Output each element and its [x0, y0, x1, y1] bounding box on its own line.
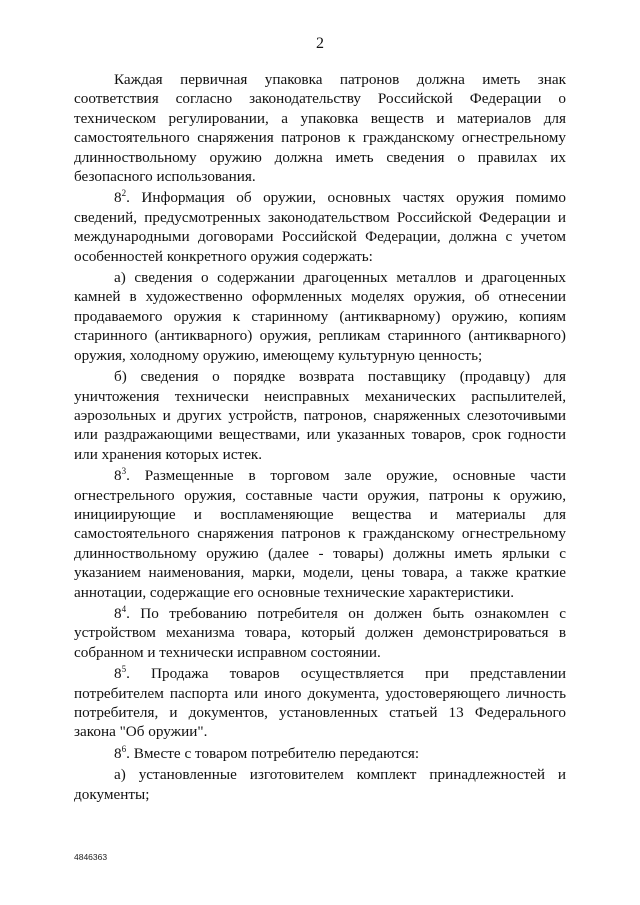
document-body	[74, 70, 566, 804]
paragraph-8-3	[74, 466, 566, 602]
paragraph-text: Каждая первичная упаковка патронов должна иметь знак соответствия согласно законодательству Российской Федерации о техническом регулировании, а упаковка веществ и материалов для самостоятельного снаряжения патронов к гражданскому огнестрельному длинноствольному оружию должна иметь сведения о правилах их безопасного использования.	[74, 71, 566, 186]
paragraph-text: . Информация об оружии, основных частях оружия помимо сведений, предусмотренных законодательством Российской Федерации и международными договорами Российской Федерации, должна с учетом особенностей конкретного оружия содержать:	[74, 189, 566, 265]
paragraph-text: . Размещенные в торговом зале оружие, основные части огнестрельного оружия, составные части оружия, патроны к оружию, инициирующие и воспламеняющие вещества и материалы для самостоятельного снаряжения патронов к гражданскому огнестрельному длинноствольному оружию (далее - товары) должны иметь ярлыки с указанием наименования, марки, модели, цены товара, а также краткие аннотации, содержащие его основные технические характеристики.	[74, 467, 566, 601]
paragraph-packaging	[74, 70, 566, 186]
paragraph-text: а) установленные изготовителем комплект принадлежностей и документы;	[74, 766, 566, 803]
clause-number: $8^2$	[114, 188, 127, 207]
paragraph-text: а) сведения о содержании драгоценных металлов и драгоценных камней в художественно оформленных моделях оружия, об отнесении продаваемого оружия к старинному (антикварному) оружию, копиям старинного (антикварного) оружия, репликам старинного (антикварного) оружия, холодному оружию, имеющему культурную ценность;	[74, 269, 566, 364]
paragraph-8-6	[74, 744, 566, 763]
paragraph-8-4	[74, 604, 566, 662]
paragraph-8-2	[74, 188, 566, 266]
clause-number: $8^6$	[114, 743, 127, 762]
paragraph-8-5	[74, 664, 566, 742]
clause-number: $8^5$	[114, 664, 127, 683]
paragraph-8-6-a	[74, 765, 566, 804]
document-id: 4846363	[74, 852, 108, 862]
clause-number: $8^4$	[114, 603, 127, 622]
page-number: 2	[316, 35, 324, 52]
clause-number: $8^3$	[114, 466, 127, 485]
paragraph-8-2-a	[74, 268, 566, 365]
paragraph-text: . Продажа товаров осуществляется при представлении потребителем паспорта или иного документа, удостоверяющего личность потребителя, и документов, установленных статьей 13 Федерального закона "Об оружии".	[74, 665, 566, 741]
paragraph-text: . По требованию потребителя он должен быть ознакомлен с устройством механизма товара, который должен демонстрироваться в собранном и технически исправном состоянии.	[74, 604, 566, 661]
paragraph-text: б) сведения о порядке возврата поставщику (продавцу) для уничтожения технически неисправных механических распылителей, аэрозольных и других устройств, патронов, снаряженных слезоточивыми или раздражающими веществами, или указанных товаров, срок годности или хранения которых истек.	[74, 368, 566, 463]
paragraph-8-2-b	[74, 367, 566, 464]
paragraph-text: . Вместе с товаром потребителю передаются:	[126, 744, 420, 762]
